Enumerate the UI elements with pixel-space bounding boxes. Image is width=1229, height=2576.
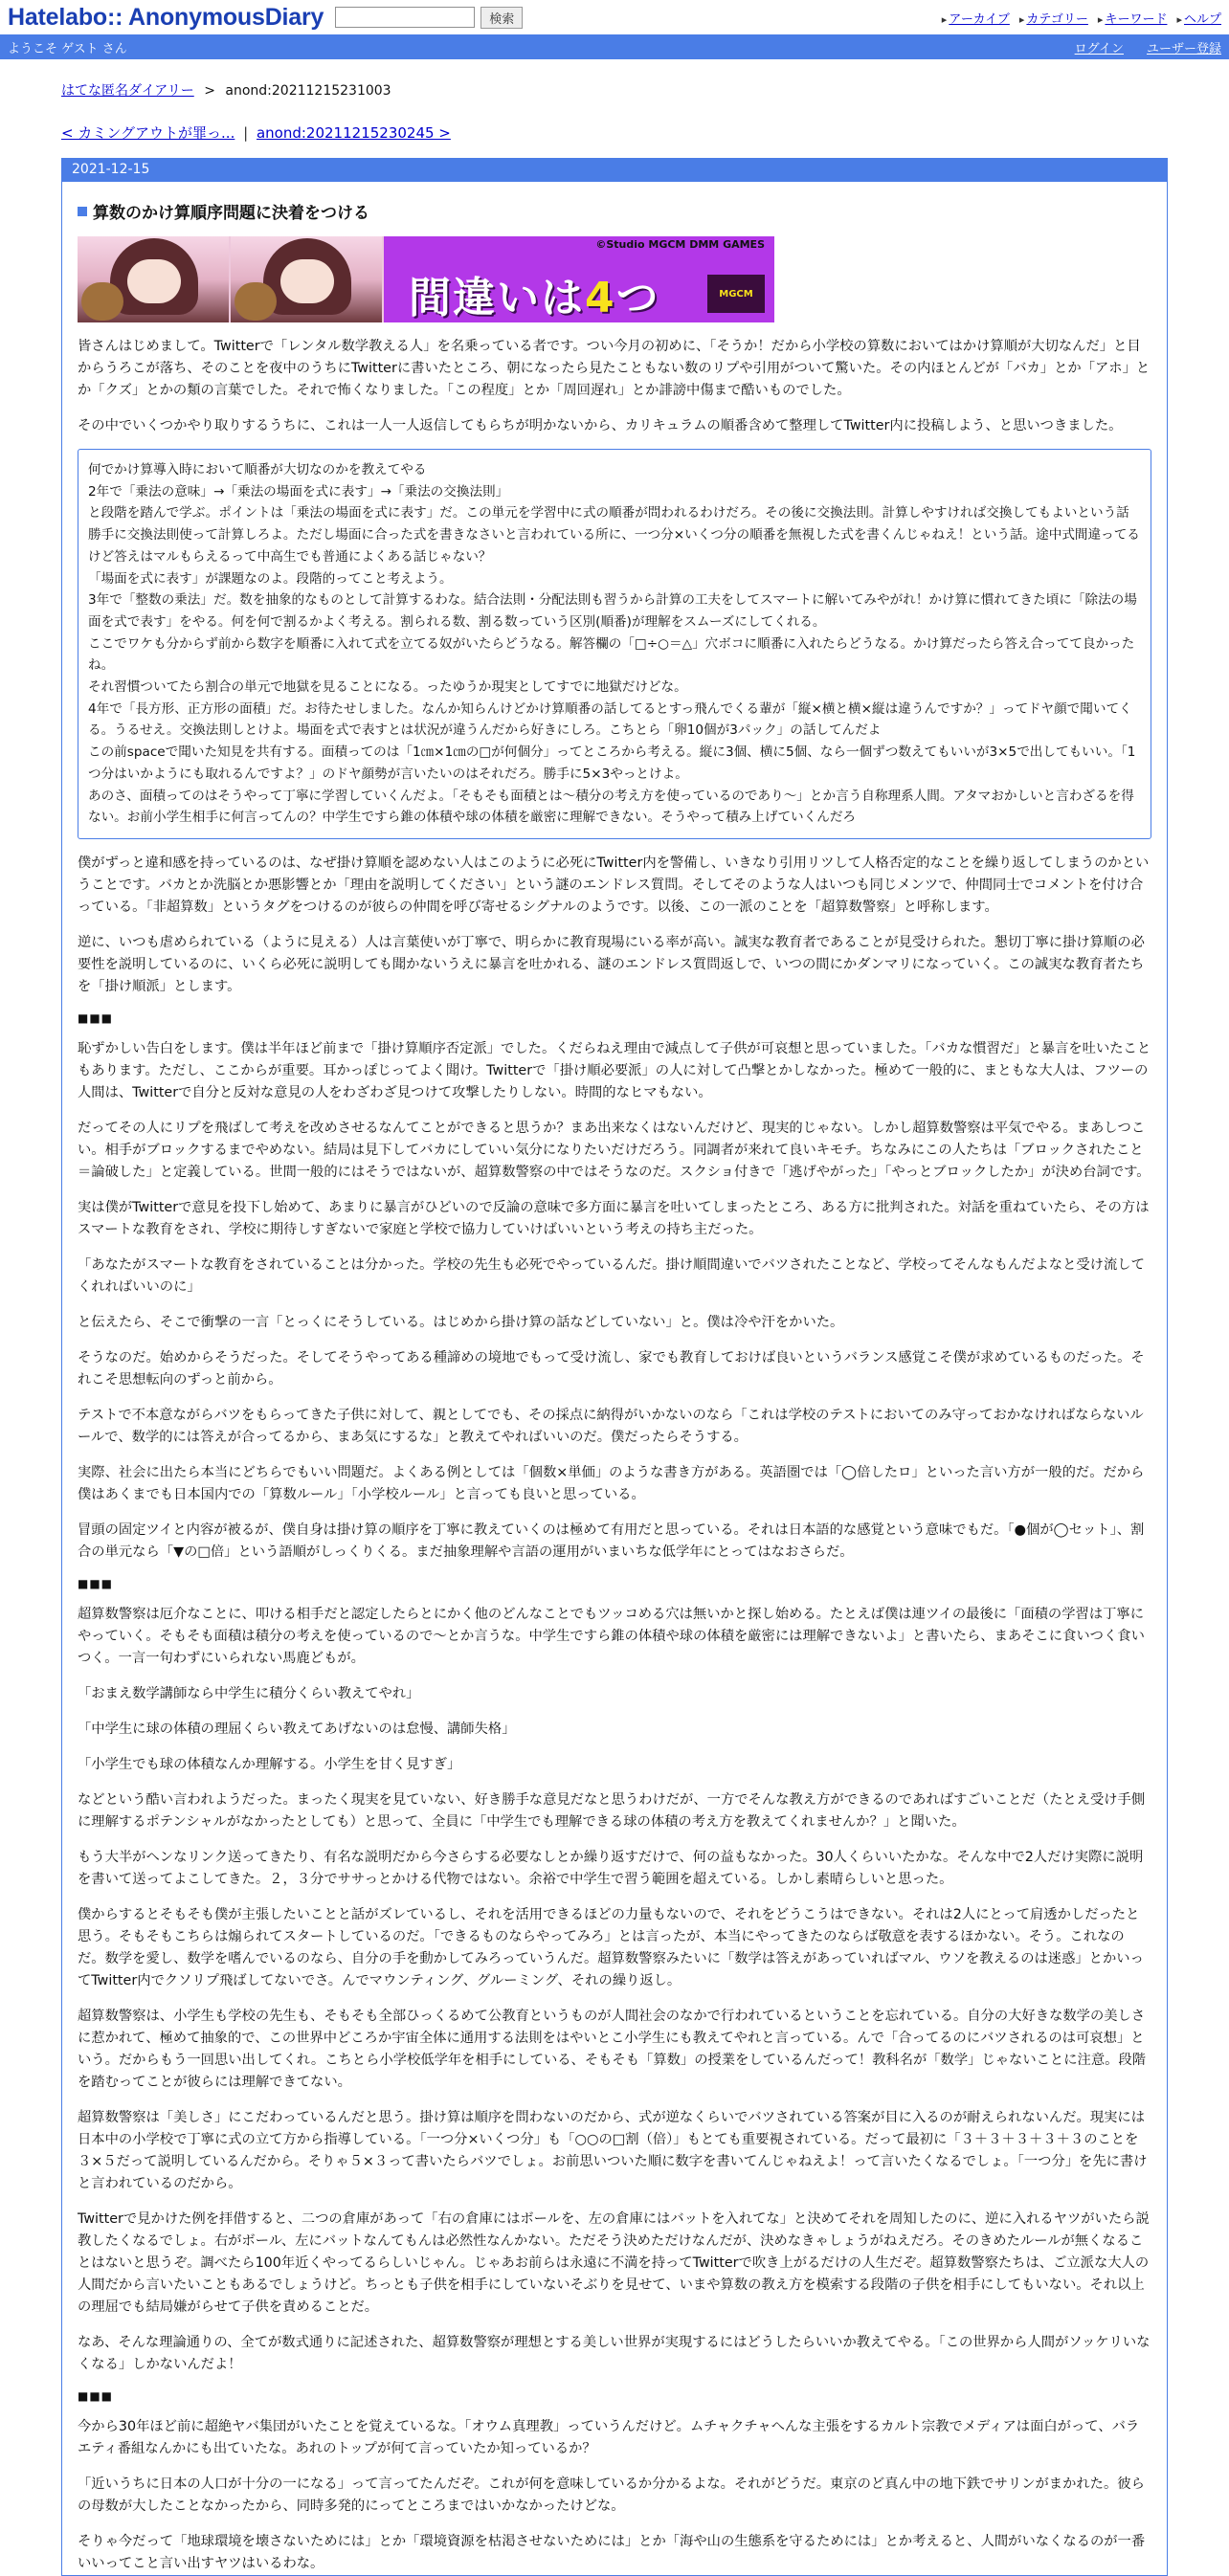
ad-banner[interactable] — [78, 236, 774, 322]
site-logo[interactable]: Hatelabo:: AnonymousDiary — [8, 3, 324, 31]
nav-item-category[interactable] — [1019, 9, 1088, 27]
paragraph: 「中学生に球の体積の理屈くらい教えてあげないのは怠慢、講師失格」 — [78, 1721, 516, 1737]
breadcrumb-current: anond:20211215231003 — [225, 83, 391, 99]
banner-character-image — [78, 236, 231, 322]
next-entry-link[interactable]: anond:20211215230245 > — [256, 124, 451, 142]
paragraph: 僕がずっと違和感を持っているのは、なぜ掛け算順を認めない人はこのように必死にTwitter内を警備し、いきなり引用リツして人格否定的なことを繰り返してしまうのかということです。バカとか洗脳とか悪影響とか「理由を説明してください」という謎のエンドレス質問。そしてそのような人はいつも同じメンツで、仲間同士でコメントを付け合っている。「非超算数」というタグをつけるのが彼らの仲間を呼び寄せるシグナルのようです。以後、この一派のことを「超算数警察」と呼称します。 — [78, 855, 1150, 915]
paragraph: 皆さんはじめまして。Twitterで「レンタル数学教える人」を名乗っている者です。つい今月の初めに、「そうか！だから小学校の算数においてはかけ算順が大切なんだ」と目からうろこが落ち、そのことを夜中のうちにTwitterに書いたところ、朝になったら見たこともない数のリプや引用がついて驚いた。その内ほとんどが「バカ」とか「アホ」とか「クズ」とかの類の言葉でした。それで怖くなりました。「この程度」とか「周回遅れ」とか誹謗中傷まで酷いものでした。 — [78, 339, 1151, 398]
entry-pager — [61, 122, 1168, 143]
arrow-right-icon: ▸ — [1176, 12, 1182, 26]
quote-line: 3年で「整数の乗法」だ。数を抽象的なものとして計算するわな。結合法則・分配法則も習うから計算の工夫をしてスマートに解いてみやがれ！かけ算に慣れてきた頃に「除法の場面を式で表す」をやる。何を何で割るかよく考える。割られる数、割る数っていう区別(順番)が理解をスムーズにしてくれる。 — [88, 592, 1137, 630]
paragraph: 「小学生でも球の体積なんか理解する。小学生を甘く見すぎ」 — [78, 1756, 461, 1772]
paragraph: Twitterで見かけた例を拝借すると、二つの倉庫があって「右の倉庫にはボールを、左の倉庫にはバットを入れてな」と決めてそれを周知したのに、逆に入れるヤツがいたら説教したくなるでしょ。右がボール、左にバットなんてもんは必然性なんかない。ただそう決めただけなんだが、決めなきゃしょうがねえだろ。そのきめたルールが無くなることはないと思うぞ。調べたら100年近くやってるらしいじゃん。じゃあお前らは永遠に不満を持ってTwitterで吹き上がるだけの人生だぞ。超算数警察たちは、ご立派な大人の人間だから言いたいこともあるでしょうけど。ちっとも子供を相手にしていないそぶりを見せて、いまや算数の教え方を模索する段階の子供を相手にしてもいない。それ以上の理屈でも結局嫌がらせて子供を責めることだ。 — [78, 2210, 1150, 2315]
breadcrumb-home-link[interactable]: はてな匿名ダイアリー — [61, 83, 194, 99]
paragraph: 超算数警察は厄介なことに、叩ける相手だと認定したらとにかく他のどんなことでもツッコめる穴は無いかと探し始める。たとえば僕は連ツイの最後に「面積の学習は丁寧にやっていく。そもそも面積は積分の考えを使っているので〜とか言うな。中学生ですら錐の体積や球の体積を厳密には理解できないよ」と書いたら、まあそこに食いつく食いつく。一言一句わずにいられない馬鹿どもが。 — [78, 1606, 1145, 1666]
paragraph: 逆に、いつも虐められている（ように見える）人は言葉使いが丁寧で、明らかに教育現場にいる率が高い。誠実な教育者であることが見受けられた。懇切丁寧に掛け算順の必要性を説明しているのに、いくら必死に説明しても聞かないうえに暴言を吐かれる、謎のエンドレス質問返しで、いつの間にかダンマリになっていく。この誠実な教育者たちを「掛け順派」とします。 — [78, 934, 1145, 994]
square-bullet-icon[interactable] — [78, 207, 87, 216]
paragraph: だってその人にリプを飛ばして考えを改めさせるなんてことができると思うか？まあ出来なくはないんだけど、現実的じゃない。しかし超算数警察は平気でやる。まあしつこい。相手がブロックするまでやめない。結局は見下してバカにしていい気分になりたいだけだろう。同調者が来れて良いキモチ。ちなみにこの人たちは「ブロックされたこと＝論破した」と定義している。世間一般的にはそうではないが、超算数警察の中ではそうなのだ。スクショ付きで「逃げやがった」「やっとブロックしたか」が決め台詞です。 — [78, 1120, 1151, 1180]
section-break: ■■■ — [78, 1576, 114, 1590]
banner-headline — [409, 263, 660, 324]
entry-title-text: 算数のかけ算順序問題に決着をつける — [93, 204, 369, 223]
breadcrumb — [61, 80, 1168, 100]
paragraph: そうなのだ。始めからそうだった。そしてそうやってある種諦めの境地でもって受け流し、家でも教育しておけば良いというバランス感覚こそ僕が求めているものだった。それこそ思想転向のずっと前から。 — [78, 1349, 1145, 1388]
nav-link-help[interactable]: ヘルプ — [1183, 11, 1221, 27]
welcome-text: ようこそ ゲスト さん — [8, 41, 127, 56]
arrow-right-icon: ▸ — [1097, 12, 1104, 26]
nav-link-category[interactable]: カテゴリー — [1026, 11, 1088, 27]
quote-line: それ習慣ついてたら割合の単元で地獄を見ることになる。ったゆうか現実としてすでに地獄だけどな。 — [88, 679, 687, 696]
nav-item-help[interactable] — [1176, 9, 1221, 27]
quote-line: 「場面を式に表す」が課題なのよ。段階的ってこと考えよう。 — [88, 570, 453, 587]
prev-entry-link[interactable]: < カミングアウトが罪っ... — [61, 124, 235, 142]
top-bar — [0, 0, 1229, 34]
entry-title — [78, 199, 1151, 223]
nav-item-keyword[interactable] — [1098, 9, 1168, 27]
quote-line: この前spaceで聞いた知見を共有する。面積ってのは「1㎝×1㎝の□が何個分」ってところから考える。縦に3個、横に5個、なら一個ずつ数えてもいいが3×5で出してもいい。「1つ分はいかようにも取れるんですよ？」のドヤ顔勢が言いたいのはそれだろ。勝手に5×3やっとけよ。 — [88, 744, 1136, 782]
paragraph: 超算数警察は「美しさ」にこだわっているんだと思う。掛け算は順序を問わないのだから、式が逆なくらいでバツされている答案が目に入るのが耐えられないんだ。現実には日本中の小学校で丁寧に式の立て方から指導している。「一つ分×いくつ分」も「○○の□割（倍）」もとても重要視されている。だって最初に「３＋３＋３＋３＋３のことを３×５だって説明しているんだから。そりゃ５×３って書いたらバツでしょ。お前思いついた順に数字を書いてんじゃねえよ！って言いたくなるでしょ。「一つ分」を先に書けと言われているのだから。 — [78, 2109, 1148, 2191]
search-button[interactable]: 検索 — [480, 7, 523, 29]
day-date: 2021-12-15 — [62, 159, 1167, 182]
account-links — [1075, 38, 1221, 56]
banner-face-shape — [280, 259, 334, 303]
quote-line: あのさ、面積ってのはそうやって丁寧に学習していくんだよ。「そもそも面積とは〜積分の考え方を使っているのであり〜」とか言う自称理系人間。アタマおかしいと言わざるを得ない。お前小学生相手に何言ってんの？中学生ですら錐の体積や球の体積を厳密に理解できない。そうやって積み上げていくんだろ — [88, 788, 1134, 826]
banner-headline-end: つ — [615, 274, 660, 322]
quote-line: と段階を踏んで学ぶ。ポイントは「乗法の場面を式に表す」だ。この単元を学習中に式の順番が問われるわけだろ。その後に交換法則。計算しやすければ交換してもよいという話 — [88, 505, 1129, 522]
section-break: ■■■ — [78, 1010, 114, 1025]
login-link[interactable]: ログイン — [1074, 41, 1124, 56]
banner-bear-shape — [235, 282, 277, 321]
search-form — [335, 7, 523, 29]
paragraph: などという酷い言われようだった。まったく現実を見ていない、好き勝手な意見だなと思うわけだが、一方でそんな教え方ができるのであればすごいことだ（たとえ受け手側に理解するポテンシャルがなかったとしても）と思って、全員に「中学生でも理解できる球の体積の考え方を教えてくれませんか？」と聞いた。 — [78, 1791, 1146, 1830]
main-content — [0, 80, 1229, 2576]
paragraph: もう大半がヘンなリンク送ってきたり、有名な説明だから今さらする必要なしとか繰り返すだけで、何の益もなかった。30人くらいいたかな。そんな中で2人だけ実際に説明を書いて送ってよこしてきた。２，３分でササっとかける代物ではない。余裕で中学生で習う範囲を超えている。しかし素晴らしいと思った。 — [78, 1849, 1144, 1887]
user-bar — [0, 34, 1229, 59]
quote-line: 勝手に交換法則使って計算しろよ。ただし場面に合った式を書きなさいと言われている所に、一つ分×いくつ分の順番を無視した式を書くんじゃねえ！という話。途中式間違ってるけど答えはマルもらえるって中高生でも普通によくある話じゃない？ — [88, 527, 1140, 565]
quote-line: 何でかけ算導入時において順番が大切なのかを教えてやる — [88, 462, 427, 477]
banner-game-logo: MGCM — [707, 275, 765, 313]
paragraph: と伝えたら、そこで衝撃の一言「とっくにそうしている。はじめから掛け算の話などしていない」と。僕は冷や汗をかいた。 — [78, 1314, 844, 1330]
paragraph: なあ、そんな理論通りの、全てが数式通りに記述された、超算数警察が理想とする美しい世界が実現するにはどうしたらいいか教えてやる。「この世界から人間がソッケリいなくなる」しかないんだよ！ — [78, 2334, 1151, 2372]
paragraph: そりゃ今だって「地球環境を壊さないためには」とか「環境資源を枯渇させないためには」とか「海や山の生態系を守るためには」とか考えると、人間がいなくなるのが一番いいってこと言い出すヤツはいるわな。 — [78, 2533, 1146, 2571]
day-section — [61, 158, 1168, 2576]
paragraph: 「おまえ数学講師なら中学生に積分くらい教えてやれ」 — [78, 1685, 420, 1701]
quote-line: 4年で「長方形、正方形の面積」だ。お待たせしました。なんか知らんけどかけ算順番の話してるとすっ飛んでくる輩が「縦×横と横×縦は違うんですか？」ってドヤ顔で聞いてくる。うるせえ。交換法則しとけよ。場面を式で表すとは状況が違うんだから好きにしろ。こちとら「卵10個が3パック」の話してんだよ — [88, 700, 1132, 739]
paragraph: 実際、社会に出たら本当にどちらでもいい問題だ。よくある例としては「個数×単価」のような書き方がある。英語圏では「◯倍したロ」といった言い方が一般的だ。だから僕はあくまでも日本国内での「算数ルール」「小学校ルール」と言っても良いと思っている。 — [78, 1464, 1145, 1502]
paragraph: 実は僕がTwitterで意見を投下し始めて、あまりに暴言がひどいので反論の意味で多方面に暴言を吐いてしまったところ、ある方に批判された。対話を重ねていたら、その方は スマートな教育をされ、学校に期待しすぎないで家庭と学校で協力していけばいいという考えの持ち主だった。 — [78, 1199, 1150, 1237]
top-nav — [942, 9, 1221, 27]
nav-item-archive[interactable] — [942, 9, 1010, 27]
banner-face-shape — [127, 259, 181, 303]
breadcrumb-separator: > — [204, 83, 215, 99]
banner-headline-number: 4 — [585, 274, 616, 322]
paragraph: テストで不本意ながらバツをもらってきた子供に対して、親としてでも、その採点に納得がいかないのなら「これは学校のテストにおいてのみ守っておかなければならないルールで、数学的には答えが合ってるから、まあ気にするな」と教えてやればいいのだ。僕だったらそうする。 — [78, 1407, 1144, 1445]
entry-body — [62, 182, 1167, 2575]
banner-headline-main: 間違いは — [409, 274, 585, 322]
banner-bear-shape — [81, 282, 123, 321]
arrow-right-icon: ▸ — [941, 12, 948, 26]
nav-link-keyword[interactable]: キーワード — [1105, 11, 1168, 27]
nav-link-archive[interactable]: アーカイブ — [949, 11, 1010, 27]
paragraph: 冒頭の固定ツイと内容が被るが、僕自身は掛け算の順序を丁寧に教えていくのは極めて有用だと思っている。それは日本語的な感覚という意味でもだ。「●個が◯セット」、割合の単元なら「▼の□倍」という語順がしっくりくる。まだ抽象理解や言語の運用がいまいちな低学年にとってはなおさらだ。 — [78, 1521, 1145, 1560]
register-link[interactable]: ユーザー登録 — [1146, 41, 1221, 56]
paragraph: 恥ずかしい告白をします。僕は半年ほど前まで「掛け算順序否定派」でした。くだらねえ理由で減点して子供が可哀想と思っていました。「バカな慣習だ」と暴言を吐いたこともあります。ただし、ここからが重要。耳かっぽじってよく聞け。Twitterで「掛け順必要派」の人に対して凸撃とかしなかった。極めて一般的に、まともな大人は、フツーの人間は、Twitterで自分と反対な意見の人をわざわざ見つけて攻撃したりしない。時間的なヒマもない。 — [78, 1040, 1151, 1100]
pager-separator: | — [243, 124, 249, 142]
banner-text-area — [384, 236, 774, 322]
paragraph: 僕からするとそもそも僕が主張したいことと話がズレているし、それを活用できるほどの力量もないので、それをどうこうはできない。それは2人にとって肩透かしだったと思う。そもそもこちらは煽られてスタートしているのだ。「できるものならやってみろ」とは言ったが、本当にやってきたのならば敬意を表するほかない。そう。これなのだ。数学を愛し、数学を嗜んでいるのなら、自分の手を動かしてみろっていうんだ。超算数警察みたいに「数学は答えがあっていればマル、ウソを教えるのは迷惑」とかいってTwitter内でクソリプ飛ばしてないでさ。んでマウンティング、グルーミング、それの繰り返し。 — [78, 1906, 1144, 1988]
banner-character-image-2 — [231, 236, 384, 322]
paragraph: その中でいくつかやり取りするうちに、これは一人一人返信してもらちが明かないから、カリキュラムの順番含めて整理してTwitter内に投稿しよう、と思いつきました。 — [78, 418, 1123, 433]
arrow-right-icon: ▸ — [1018, 12, 1025, 26]
section-break: ■■■ — [78, 2388, 114, 2403]
quoted-tweets — [78, 449, 1151, 839]
quote-line: ここでワケも分からず前から数字を順番に入れて式を立てる奴がいたらどうなる。解答欄の「□÷○＝△」穴ボコに順番に入れたらどうなる。かけ算だったら答え合ってて良かったね。 — [88, 635, 1135, 674]
paragraph: 「あなたがスマートな教育をされていることは分かった。学校の先生も必死でやっているんだ。掛け順間違いでバツされたことなど、学校ってそんなもんだよなと受け流してくれればいいのに」 — [78, 1256, 1145, 1295]
paragraph: 今から30年ほど前に超絶ヤバ集団がいたことを覚えているな。「オウム真理教」っていうんだけど。ムチャクチャへんな主張をするカルト宗教でメディアは面白がって、バラエティ番組なんかにも出ていたな。あれのトップが何て言っていたか知っているか？ — [78, 2418, 1140, 2456]
paragraph: 超算数警察は、小学生も学校の先生も、そもそも全部ひっくるめて公教育というものが人間社会のなかで行われているということを忘れている。自分の大好きな数学の美しさに惹かれて、極めて抽象的で、この世界中どころか宇宙全体に通用する法則をはやいとこ小学生にも教えてやれと言っている。んで「合ってるのにバツされるのは可哀想」という。だからもう一回思い出してくれ。こちとら小学校低学年を相手にしている、そもそも「算数」の授業をしているんだって！教科名が「数学」じゃないことに注意。段階を踏むってことが彼らには理解できてない。 — [78, 2008, 1147, 2090]
banner-studio-credit: ©Studio MGCM DMM GAMES — [595, 238, 765, 251]
search-input[interactable] — [335, 7, 475, 28]
paragraph: 「近いうちに日本の人口が十分の一になる」って言ってたんだぞ。これが何を意味しているか分かるよな。それがどうだ。東京のど真ん中の地下鉄でサリンがまかれた。彼らの母数が大したことなかったから、同時多発的にってところまではいかなかったけどな。 — [78, 2476, 1145, 2514]
quote-line: 2年で「乗法の意味」→「乗法の場面を式に表す」→「乗法の交換法則」 — [88, 483, 509, 500]
